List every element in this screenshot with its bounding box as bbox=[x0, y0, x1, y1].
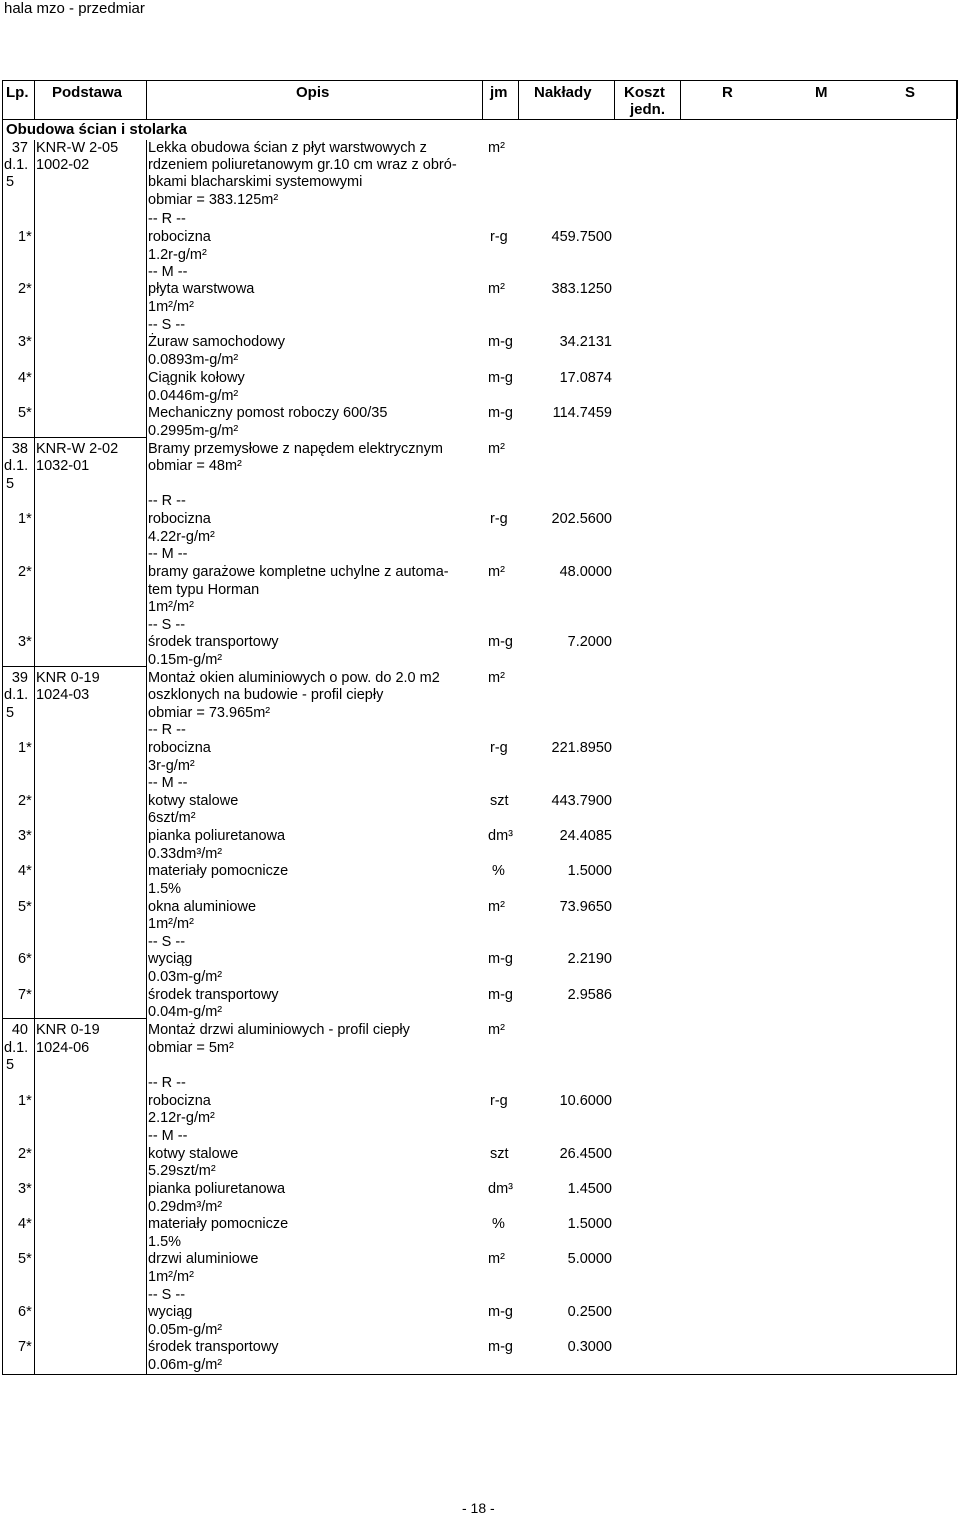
table-cell: r-g bbox=[490, 740, 508, 756]
header-naklady: Nakłady bbox=[534, 84, 592, 101]
table-cell: 5 bbox=[6, 705, 15, 721]
table-cell: -- R -- bbox=[148, 211, 186, 227]
table-cell: m-g bbox=[488, 634, 513, 650]
table-cell: m² bbox=[488, 670, 505, 686]
table-cell: 1m²/m² bbox=[148, 1269, 194, 1285]
table-cell: pianka poliuretanowa bbox=[148, 1181, 286, 1197]
table-cell: bramy garażowe kompletne uchylne z automa- bbox=[148, 564, 449, 580]
table-cell: 5 bbox=[6, 1057, 15, 1073]
table-cell: 0.03m-g/m² bbox=[148, 969, 223, 985]
table-cell: okna aluminiowe bbox=[148, 899, 257, 915]
table-cell: m-g bbox=[488, 405, 513, 421]
table-cell: 3* bbox=[18, 1181, 32, 1197]
table-cell: 5* bbox=[18, 405, 32, 421]
header-s: S bbox=[905, 84, 916, 101]
table-cell: 0.05m-g/m² bbox=[148, 1322, 223, 1338]
header-koszt-jedn: jedn. bbox=[630, 101, 666, 118]
header-koszt: Koszt bbox=[624, 84, 665, 101]
table-cell: dm³ bbox=[488, 1181, 513, 1197]
table-cell: 2* bbox=[18, 1146, 32, 1162]
table-cell: 5* bbox=[18, 1251, 32, 1267]
table-cell: rdzeniem poliuretanowym gr.10 cm wraz z obró- bbox=[148, 157, 457, 173]
table-cell: środek transportowy bbox=[148, 634, 279, 650]
header-lp: Lp. bbox=[6, 84, 29, 101]
table-cell: -- M -- bbox=[148, 775, 188, 791]
table-cell: KNR-W 2-05 bbox=[36, 140, 119, 156]
table-cell: 2.12r-g/m² bbox=[148, 1110, 215, 1126]
table-cell: 1.4500 bbox=[567, 1181, 612, 1197]
table-cell: 48.0000 bbox=[559, 564, 612, 580]
table-cell: bkami blacharskimi systemowymi bbox=[148, 174, 363, 190]
table-cell: 3* bbox=[18, 334, 32, 350]
table-cell: 1.5000 bbox=[567, 863, 612, 879]
table-cell: 0.04m-g/m² bbox=[148, 1004, 223, 1020]
table-cell: robocizna bbox=[148, 1093, 211, 1109]
table-cell: 4* bbox=[18, 1216, 32, 1232]
header-jm: jm bbox=[490, 84, 508, 101]
table-cell: Bramy przemysłowe z napędem elektrycznym bbox=[148, 441, 443, 457]
table-cell: 7.2000 bbox=[567, 634, 612, 650]
table-cell: d.1. bbox=[4, 1040, 29, 1056]
table-cell: 5.29szt/m² bbox=[148, 1163, 216, 1179]
table-cell: Mechaniczny pomost roboczy 600/35 bbox=[148, 405, 388, 421]
table-cell: 383.1250 bbox=[551, 281, 612, 297]
table-cell: 5.0000 bbox=[567, 1251, 612, 1267]
table-cell: materiały pomocnicze bbox=[148, 863, 289, 879]
section-title: Obudowa ścian i stolarka bbox=[6, 121, 187, 138]
header-opis: Opis bbox=[296, 84, 330, 101]
table-cell: -- S -- bbox=[148, 1287, 186, 1303]
table-cell: m² bbox=[488, 564, 505, 580]
table-cell: robocizna bbox=[148, 229, 211, 245]
table-cell: 0.33dm³/m² bbox=[148, 846, 223, 862]
table-cell: robocizna bbox=[148, 511, 211, 527]
table-cell: 1* bbox=[18, 229, 32, 245]
table-cell: obmiar = 5m² bbox=[148, 1040, 234, 1056]
table-cell: tem typu Horman bbox=[148, 582, 260, 598]
table-cell: m² bbox=[488, 1022, 505, 1038]
table-cell: 24.4085 bbox=[559, 828, 612, 844]
table-cell: % bbox=[492, 1216, 505, 1232]
table-cell: wyciąg bbox=[148, 951, 193, 967]
table-cell: m² bbox=[488, 1251, 505, 1267]
page-title: hala mzo - przedmiar bbox=[4, 0, 145, 17]
table-cell: 2.2190 bbox=[567, 951, 612, 967]
table-cell: 1m²/m² bbox=[148, 916, 194, 932]
table-cell: 1.5% bbox=[148, 1234, 182, 1250]
table-cell: 1.5% bbox=[148, 881, 182, 897]
table-cell: -- M -- bbox=[148, 1128, 188, 1144]
table-cell: 1032-01 bbox=[36, 458, 90, 474]
table-cell: 38 bbox=[11, 441, 28, 457]
table-cell: 73.9650 bbox=[559, 899, 612, 915]
table-cell: m-g bbox=[488, 1339, 513, 1355]
table-cell: KNR 0-19 bbox=[36, 670, 100, 686]
table-cell: m-g bbox=[488, 334, 513, 350]
table-cell: pianka poliuretanowa bbox=[148, 828, 286, 844]
table-cell: 2.9586 bbox=[567, 987, 612, 1003]
table-cell: KNR 0-19 bbox=[36, 1022, 100, 1038]
table-cell: 4.22r-g/m² bbox=[148, 529, 215, 545]
table-cell: 221.8950 bbox=[551, 740, 612, 756]
table-cell: 1.5000 bbox=[567, 1216, 612, 1232]
table-cell: 3* bbox=[18, 634, 32, 650]
table-cell: m-g bbox=[488, 987, 513, 1003]
table-cell: oszklonych na budowie - profil ciepły bbox=[148, 687, 384, 703]
table-cell: 6* bbox=[18, 1304, 32, 1320]
table-cell: 4* bbox=[18, 370, 32, 386]
table-cell: r-g bbox=[490, 229, 508, 245]
table-cell: 202.5600 bbox=[551, 511, 612, 527]
table-cell: m² bbox=[488, 441, 505, 457]
table-cell: 7* bbox=[18, 1339, 32, 1355]
table-cell: Żuraw samochodowy bbox=[148, 334, 285, 350]
table-cell: 5* bbox=[18, 899, 32, 915]
table-cell: m² bbox=[488, 899, 505, 915]
table-cell: 1024-06 bbox=[36, 1040, 90, 1056]
table-cell: 0.15m-g/m² bbox=[148, 652, 223, 668]
table-cell: 37 bbox=[11, 140, 28, 156]
table-cell: 0.3000 bbox=[567, 1339, 612, 1355]
table-cell: 5 bbox=[6, 174, 15, 190]
column-divider bbox=[34, 140, 35, 1375]
table-cell: Lekka obudowa ścian z płyt warstwowych z bbox=[148, 140, 427, 156]
table-cell: obmiar = 48m² bbox=[148, 458, 242, 474]
table-cell: 5 bbox=[6, 476, 15, 492]
table-cell: 0.06m-g/m² bbox=[148, 1357, 223, 1373]
table-cell: 1.2r-g/m² bbox=[148, 247, 207, 263]
table-cell: obmiar = 383.125m² bbox=[148, 192, 279, 208]
table-cell: d.1. bbox=[4, 687, 29, 703]
table-cell: 2* bbox=[18, 281, 32, 297]
table-cell: 1024-03 bbox=[36, 687, 90, 703]
column-divider bbox=[146, 140, 147, 1375]
table-cell: obmiar = 73.965m² bbox=[148, 705, 271, 721]
row-divider bbox=[2, 666, 147, 667]
table-cell: wyciąg bbox=[148, 1304, 193, 1320]
table-cell: 6* bbox=[18, 951, 32, 967]
table-cell: 0.0446m-g/m² bbox=[148, 388, 239, 404]
table-cell: 114.7459 bbox=[552, 405, 612, 421]
page-number: - 18 - bbox=[462, 1500, 495, 1516]
table-cell: 2* bbox=[18, 793, 32, 809]
table-cell: 0.2500 bbox=[567, 1304, 612, 1320]
table-cell: KNR-W 2-02 bbox=[36, 441, 119, 457]
table-cell: % bbox=[492, 863, 505, 879]
table-cell: d.1. bbox=[4, 458, 29, 474]
table-cell: 17.0874 bbox=[559, 370, 612, 386]
table-cell: 10.6000 bbox=[559, 1093, 612, 1109]
table-cell: r-g bbox=[490, 1093, 508, 1109]
table-cell: -- R -- bbox=[148, 722, 186, 738]
table-cell: -- S -- bbox=[148, 317, 186, 333]
table-cell: -- M -- bbox=[148, 264, 188, 280]
table-cell: Ciągnik kołowy bbox=[148, 370, 245, 386]
table-cell: m-g bbox=[488, 370, 513, 386]
table-cell: 40 bbox=[11, 1022, 28, 1038]
table-cell: -- S -- bbox=[148, 934, 186, 950]
table-cell: 3r-g/m² bbox=[148, 758, 195, 774]
table-cell: 0.0893m-g/m² bbox=[148, 352, 239, 368]
table-cell: 1m²/m² bbox=[148, 299, 194, 315]
table-cell: -- R -- bbox=[148, 493, 186, 509]
table-cell: kotwy stalowe bbox=[148, 793, 239, 809]
table-cell: 1002-02 bbox=[36, 157, 90, 173]
table-cell: materiały pomocnicze bbox=[148, 1216, 289, 1232]
table-cell: szt bbox=[490, 1146, 509, 1162]
table-cell: dm³ bbox=[488, 828, 513, 844]
table-cell: Montaż drzwi aluminiowych - profil ciepły bbox=[148, 1022, 410, 1038]
table-cell: robocizna bbox=[148, 740, 211, 756]
header-m: M bbox=[815, 84, 828, 101]
table-cell: r-g bbox=[490, 511, 508, 527]
table-cell: 2* bbox=[18, 564, 32, 580]
table-cell: m² bbox=[488, 140, 505, 156]
header-r: R bbox=[722, 84, 733, 101]
table-cell: -- M -- bbox=[148, 546, 188, 562]
table-cell: 34.2131 bbox=[559, 334, 612, 350]
table-cell: 4* bbox=[18, 863, 32, 879]
table-cell: 39 bbox=[11, 670, 28, 686]
table-cell: Montaż okien aluminiowych o pow. do 2.0 m2 bbox=[148, 670, 440, 686]
table-cell: -- R -- bbox=[148, 1075, 186, 1091]
table-cell: m-g bbox=[488, 1304, 513, 1320]
table-cell: 1* bbox=[18, 511, 32, 527]
table-cell: 459.7500 bbox=[551, 229, 612, 245]
header-divider bbox=[2, 119, 957, 120]
table-cell: m² bbox=[488, 281, 505, 297]
table-cell: 443.7900 bbox=[551, 793, 612, 809]
table-cell: 0.29dm³/m² bbox=[148, 1199, 223, 1215]
table-cell: płyta warstwowa bbox=[148, 281, 255, 297]
row-divider bbox=[2, 1018, 147, 1019]
table-cell: środek transportowy bbox=[148, 1339, 279, 1355]
table-cell: 6szt/m² bbox=[148, 810, 196, 826]
table-cell: 1* bbox=[18, 1093, 32, 1109]
table-cell: 26.4500 bbox=[559, 1146, 612, 1162]
table-cell: szt bbox=[490, 793, 509, 809]
table-cell: 1m²/m² bbox=[148, 599, 194, 615]
row-divider bbox=[2, 437, 147, 438]
table-cell: 3* bbox=[18, 828, 32, 844]
header-podstawa: Podstawa bbox=[52, 84, 123, 101]
table-cell: drzwi aluminiowe bbox=[148, 1251, 259, 1267]
table-cell: m-g bbox=[488, 951, 513, 967]
table-cell: kotwy stalowe bbox=[148, 1146, 239, 1162]
table-cell: 7* bbox=[18, 987, 32, 1003]
table-cell: 1* bbox=[18, 740, 32, 756]
table-cell: 0.2995m-g/m² bbox=[148, 423, 239, 439]
table-cell: środek transportowy bbox=[148, 987, 279, 1003]
table-cell: -- S -- bbox=[148, 617, 186, 633]
table-cell: d.1. bbox=[4, 157, 29, 173]
